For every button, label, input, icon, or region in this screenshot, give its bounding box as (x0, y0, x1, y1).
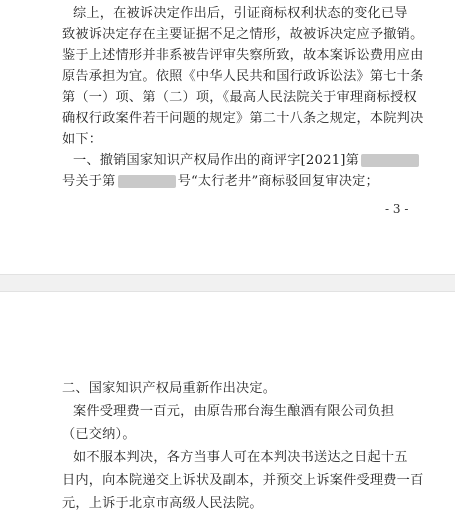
paragraph-line: 致被诉决定存在主要证据不足之情形，故被诉决定应予撤销。 (62, 27, 424, 42)
judgment-item-1-cont (62, 171, 422, 192)
judgment-item-1-text: 一、撤销国家知识产权局作出的商评字[2021]第 (73, 153, 360, 168)
paragraph-line: 第（一）项、第（二）项，《最高人民法院关于审理商标授权 (62, 90, 417, 105)
paragraph-line: 如不服本判决，各方当事人可在本判决书送达之日起十五 (73, 450, 408, 465)
paragraph-line: 元，上诉于北京市高级人民法院。 (62, 496, 263, 511)
paragraph-line: 日内，向本院递交上诉状及副本，并预交上诉案件受理费一百 (62, 473, 424, 488)
document-page-4 (0, 292, 455, 522)
redacted-number (361, 154, 419, 167)
judgment-item-1 (73, 150, 433, 171)
page-number: - 3 - (385, 202, 409, 216)
redacted-trademark-number (118, 175, 176, 188)
paragraph-line: 案件受理费一百元，由原告邢台海生酿酒有限公司负担 (73, 404, 395, 419)
paragraph-line: 原告承担为宜。依照《中华人民共和国行政诉讼法》第七十条 (62, 69, 424, 84)
judgment-item-1-text-pre: 号关于第 (62, 174, 116, 189)
paragraph-line: 确权行政案件若干问题的规定》第二十八条之规定，本院判决 (62, 111, 424, 126)
judgment-item-1-text-post: 号“太行老井”商标驳回复审决定； (177, 174, 379, 189)
paragraph-line: 鉴于上述情形并非系被告评审失察所致，故本案诉讼费用应由 (62, 48, 424, 63)
paragraph-line: 综上，在被诉决定作出后，引证商标权利状态的变化已导 (73, 6, 408, 21)
paragraph-line: 如下： (62, 132, 103, 147)
judgment-item-2: 二、国家知识产权局重新作出决定。 (62, 381, 277, 396)
page-separator (0, 274, 455, 292)
paragraph-line: （已交纳）。 (62, 427, 136, 442)
